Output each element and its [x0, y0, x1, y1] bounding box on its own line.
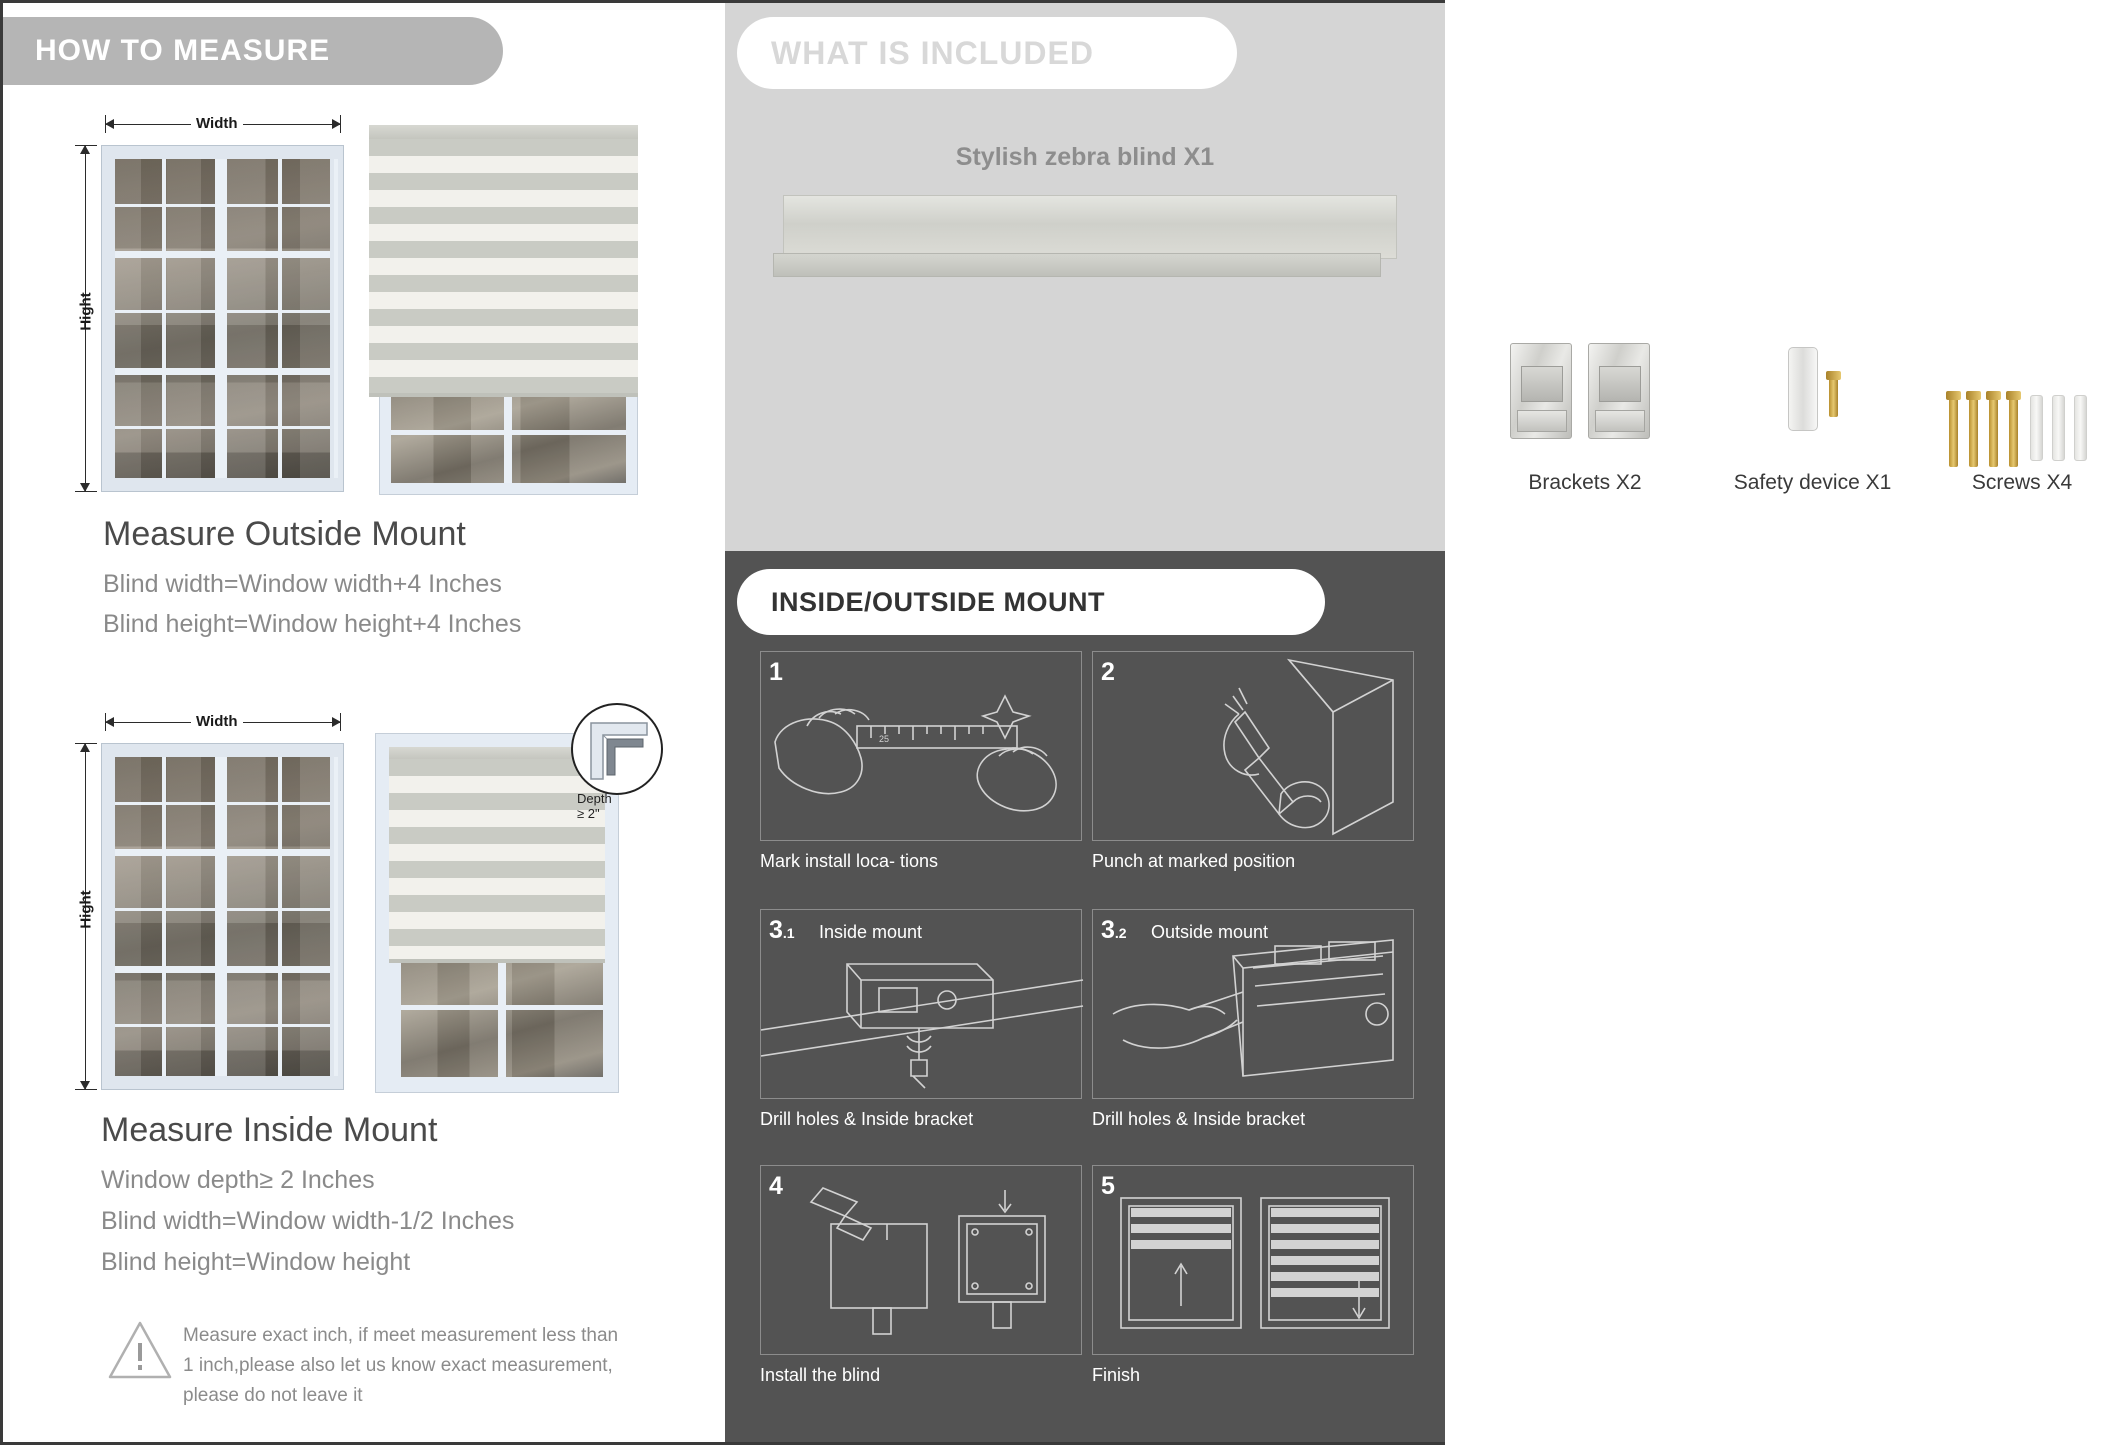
muntin: [115, 802, 330, 805]
headrail-bottom: [773, 253, 1381, 277]
arrow-down-icon: [80, 483, 90, 492]
arrow-up-icon: [80, 145, 90, 154]
step-3-2-image: [1092, 909, 1414, 1099]
step-5-number: 5: [1101, 1172, 1115, 1200]
mullion: [498, 961, 506, 1077]
step-3-1-caption: Drill holes & Inside bracket: [760, 1109, 974, 1129]
step-5-caption: Finish: [1092, 1365, 1141, 1385]
arrow-right-icon: [332, 119, 341, 129]
muntin: [115, 908, 330, 911]
what-is-included-panel: [725, 3, 2073, 551]
step-1: [760, 651, 1082, 872]
mullion: [504, 397, 512, 483]
mullion: [115, 251, 330, 258]
window-view: [391, 397, 626, 483]
muntin: [115, 204, 330, 207]
how-to-measure-header: HOW TO MEASURE: [3, 17, 503, 85]
blind-outside-mount: [369, 125, 638, 495]
depth-callout-circle: [571, 703, 663, 795]
headrail-top: [783, 195, 1397, 259]
inside-height-label: Hight: [77, 890, 95, 929]
outside-mount-title: Measure Outside Mount: [103, 515, 466, 553]
mullion: [401, 1005, 603, 1010]
step-5: [1092, 1165, 1414, 1386]
step-3-2-subtitle: Outside mount: [1151, 922, 1269, 942]
warning-text: Measure exact inch, if meet measurement less than 1 inch,please also let us know exact measurement, please do not leave it: [183, 1325, 619, 1406]
step-3-1: [760, 909, 1082, 1130]
window-inside-mount: [101, 743, 344, 1090]
bracket-part: [1510, 343, 1572, 439]
step-4-image: [760, 1165, 1082, 1355]
finished-blind-icon: [1093, 1166, 1415, 1356]
inside-mount-line-3: Blind height=Window height: [101, 1248, 411, 1276]
step-3-1-subtitle: Inside mount: [819, 922, 923, 942]
muntin: [115, 426, 330, 429]
step-2-number: 2: [1101, 658, 1115, 686]
outside-height-label: Hight: [77, 292, 95, 331]
main-item-label: Stylish zebra blind X1: [955, 143, 1215, 171]
step-3-2-number: 3.2: [1101, 916, 1127, 944]
arrow-left-icon: [105, 119, 114, 129]
drill-icon: [1093, 652, 1415, 842]
how-to-measure-panel: [3, 3, 719, 1442]
step-1-caption: Mark install loca- tions: [760, 851, 939, 871]
blind-fabric: [369, 139, 638, 397]
hand-measuring-tape-icon: [761, 652, 1083, 842]
muntin: [334, 159, 338, 478]
step-2-image: [1092, 651, 1414, 841]
step-3-2-caption: Drill holes & Inside bracket: [1092, 1109, 1306, 1129]
arrow-right-icon: [332, 717, 341, 727]
step-4-number: 4: [769, 1172, 783, 1200]
step-2-caption: Punch at marked position: [1092, 851, 1296, 871]
mullion: [391, 430, 626, 435]
step-1-image: [760, 651, 1082, 841]
outside-width-label: Width: [191, 115, 243, 132]
outside-mount-line-2: Blind height=Window height+4 Inches: [103, 610, 522, 638]
safety-device-icon: [1788, 347, 1818, 431]
mullion: [115, 849, 330, 856]
svg-text:25: 25: [879, 734, 890, 744]
what-is-included-header: WHAT IS INCLUDED: [737, 17, 1237, 89]
inside-mount-line-2: Blind width=Window width-1/2 Inches: [101, 1207, 515, 1235]
depth-detail-icon: [573, 705, 665, 797]
step-1-number: 1: [769, 658, 783, 686]
step-3-1-image: [760, 909, 1082, 1099]
bracket-part: [1588, 343, 1650, 439]
arrow-up-icon: [80, 743, 90, 752]
window-outside-mount: [101, 145, 344, 492]
inside-mount-title: Measure Inside Mount: [101, 1111, 438, 1149]
install-blind-icon: [761, 1166, 1083, 1356]
step-2: [1092, 651, 1414, 872]
depth-callout-label: Depth ≥ 2": [577, 791, 612, 821]
brackets-label: Brackets X2: [1528, 471, 1642, 494]
screws-label: Screws X4: [1971, 471, 2073, 494]
muntin: [115, 1024, 330, 1027]
safety-device-label: Safety device X1: [1733, 471, 1892, 494]
step-3-2: [1092, 909, 1414, 1130]
arrow-left-icon: [105, 717, 114, 727]
muntin: [334, 757, 338, 1076]
inside-mount-line-1: Window depth≥ 2 Inches: [101, 1166, 375, 1194]
inside-outside-mount-header: INSIDE/OUTSIDE MOUNT: [737, 569, 1325, 635]
zebra-blind-headrail-image: [773, 195, 1397, 283]
step-4-caption: Install the blind: [760, 1365, 881, 1385]
mullion: [115, 966, 330, 973]
arrow-down-icon: [80, 1081, 90, 1090]
step-3-1-number: 3.1: [769, 916, 795, 944]
warning-triangle-icon: [107, 1319, 173, 1386]
step-5-image: [1092, 1165, 1414, 1355]
safety-screw-icon: [1829, 371, 1838, 417]
mullion: [115, 368, 330, 375]
muntin: [115, 310, 330, 313]
outside-mount-line-1: Blind width=Window width+4 Inches: [103, 570, 502, 598]
step-4: [760, 1165, 1082, 1386]
inside-width-label: Width: [191, 713, 243, 730]
window-view: [401, 961, 603, 1077]
